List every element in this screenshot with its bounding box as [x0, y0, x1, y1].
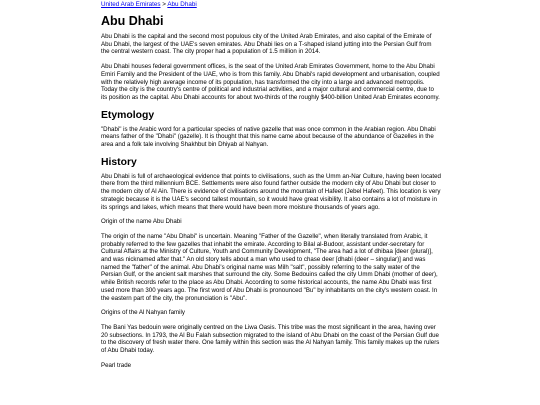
article: [101, 1, 441, 377]
breadcrumb: [101, 1, 441, 9]
breadcrumb-link-abu-dhabi[interactable]: Abu Dhabi: [167, 1, 197, 8]
history-intro-paragraph: Abu Dhabi is full of archaeological evidence that points to civilisations, such as the Umm an-Nar Culture, having been located there from the third millennium BCE. Settlements were also found farther outside the modern city of Abu Dhabi but closer to the modern city of Al Ain. There is evidence of civilisations around the mountain of Hafeet (Jebel Hafeet). This location is very strategic because it is the UAE's second tallest mountain, so it would have great visibility. It also contains a lot of moisture in its springs and lakes, which means that there would have been more moisture thousands of years ago.: [101, 172, 441, 211]
nahyan-paragraph: The Bani Yas bedouin were originally centred on the Liwa Oasis. This tribe was the most significant in the area, having over 20 subsections. In 1793, the Al Bu Falah subsection migrated to the island of Abu Dhabi on the coast of the Persian Gulf due to the discovery of fresh water there. One family within this section was the Al Nahyan family. This family makes up the rulers of Abu Dhabi today.: [101, 323, 440, 355]
intro-paragraph-2: Abu Dhabi houses federal government offices, is the seat of the United Arab Emirates Government, home to the Abu Dhabi Emiri Family and the President of the UAE, who is from this family. Abu Dhabi's rapid development and urbanisation, coupled with the relatively high average income of its population, has transformed the city into a large and advanced metropolis. Today the city is the country's centre of political and industrial activities, and a major cultural and commercial centre, due to its position as the capital. Abu Dhabi accounts for about two-thirds of the roughly $400-billion United Arab Emirates economy.: [101, 63, 440, 101]
breadcrumb-link-uae[interactable]: United Arab Emirates: [101, 1, 161, 8]
origin-name-paragraph: The origin of the name "Abu Dhabi" is uncertain. Meaning "Father of the Gazelle", when literally translated from Arabic, it probably referred to the few gazelles that inhabit the emirate. According to Bilal al-Budoor, assistant under-secretary for Cultural Affairs at the Ministry of Culture, Youth and Community Development, "The area had a lot of dhibaa [deer (plural)], and was nicknamed after that." An old story tells about a man who used to chase deer [dhabi (deer – singular)] and was named the "father" of the animal. Abu Dhabi's original name was Milh "salt", possibly referring to the salty water of the Persian Gulf, or the ancient salt marshes that surround the city. Some Bedouins called the city Umm Dhabi (mother of deer), while British records refer to the place as Abu Dhabi. According to some historical accounts, the name Abu Dhabi was first used more than 300 years ago. The first word of Abu Dhabi is pronounced "Bu" by inhabitants on the city's western coast. In the eastern part of the city, the pronunciation is "Abu".: [101, 232, 438, 302]
pearl-trade-subheading: Pearl trade: [101, 361, 132, 369]
origin-name-subheading: Origin of the name Abu Dhabi: [101, 218, 182, 226]
breadcrumb-separator: >: [162, 1, 166, 8]
nahyan-subheading: Origins of the Al Nahyan family: [101, 309, 185, 317]
intro-paragraph-1: Abu Dhabi is the capital and the second most populous city of the United Arab Emirates, and also capital of the Emirate of Abu Dhabi, the largest of the UAE's seven emirates. Abu Dhabi lies on a T-shaped island jutting into the Persian Gulf from the central western coast. The city proper had a population of 1.5 million in 2014.: [101, 33, 432, 56]
page-title: Abu Dhabi: [101, 14, 164, 28]
history-heading: History: [101, 156, 137, 168]
etymology-heading: Etymology: [101, 109, 155, 121]
etymology-paragraph: "Dhabi" is the Arabic word for a particular species of native gazelle that was once common in the Arabian region. Abu Dhabi means father of the "Dhabi" (gazelle). It is thought that this name came about because of the abundance of Gazelles in the area and a folk tale involving Shakhbut bin Dhiyab al Nahyan.: [101, 125, 436, 149]
